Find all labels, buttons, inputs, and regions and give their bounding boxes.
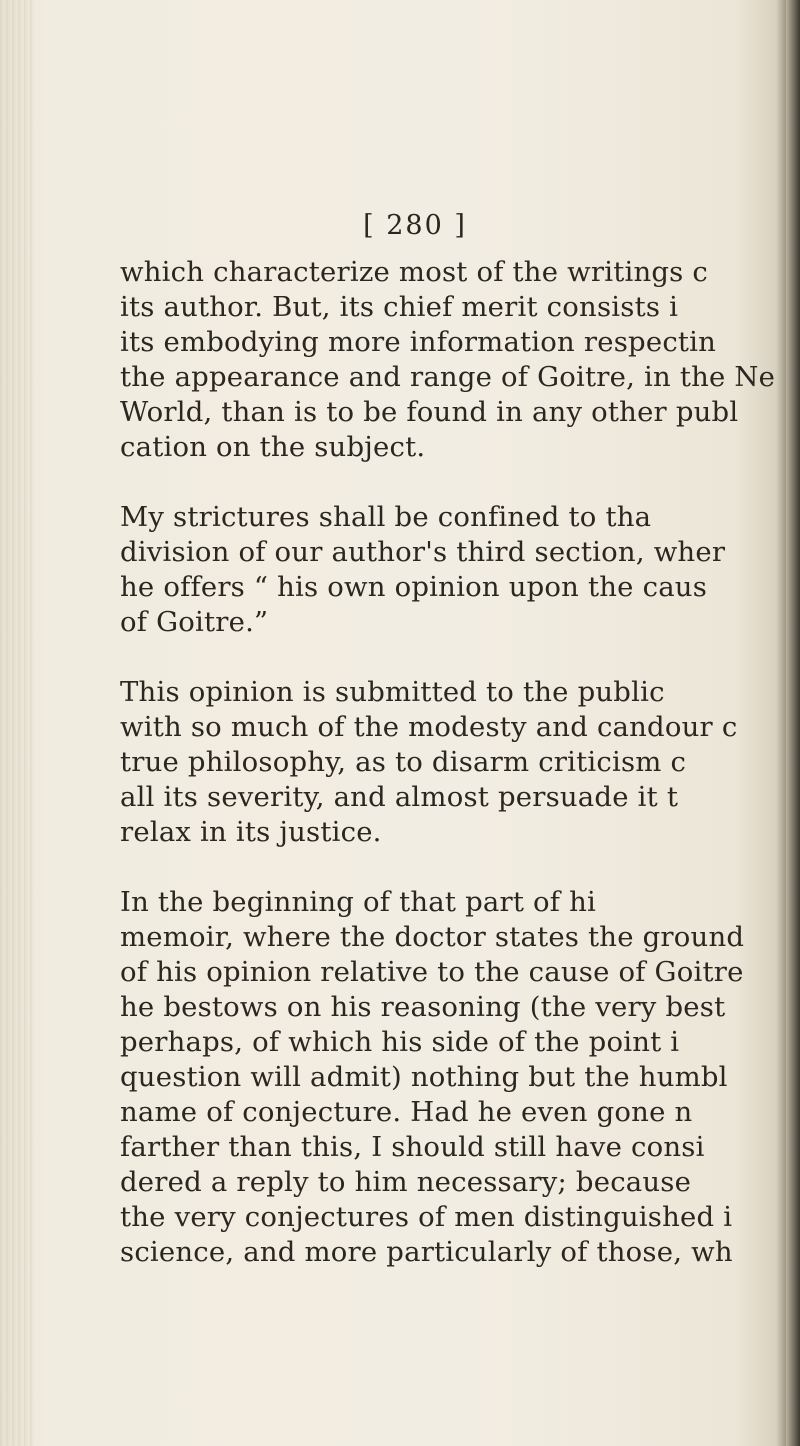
- text-line: name of conjecture. Had he even gone n: [120, 1096, 693, 1128]
- text-line: cation on the subject.: [120, 431, 426, 463]
- text-line: he bestows on his reasoning (the very best: [120, 991, 726, 1023]
- text-line: farther than this, I should still have consi: [120, 1131, 705, 1163]
- text-line: World, than is to be found in any other publ: [120, 396, 739, 428]
- text-line: division of our author's third section, wher: [120, 536, 726, 568]
- text-line: the appearance and range of Goitre, in the Ne: [120, 361, 776, 393]
- text-line: science, and more particularly of those, wh: [120, 1236, 733, 1268]
- page-number: [ 280 ]: [363, 210, 467, 241]
- paragraph-1: [120, 255, 776, 465]
- text-line: its embodying more information respectin: [120, 326, 717, 358]
- text-line: its author. But, its chief merit consists i: [120, 291, 679, 323]
- text-line: question will admit) nothing but the humbl: [120, 1061, 728, 1093]
- text-line: true philosophy, as to disarm criticism c: [120, 746, 687, 778]
- text-line: the very conjectures of men distinguished i: [120, 1201, 733, 1233]
- text-line: he offers “ his own opinion upon the caus: [120, 571, 708, 603]
- text-line: My strictures shall be confined to tha: [120, 501, 652, 533]
- paragraph-2: [120, 500, 764, 640]
- text-line: of Goitre.”: [120, 606, 269, 638]
- text-line: dered a reply to him necessary; because: [120, 1166, 692, 1198]
- text-line: memoir, where the doctor states the ground: [120, 921, 745, 953]
- text-line: perhaps, of which his side of the point i: [120, 1026, 680, 1058]
- text-line: relax in its justice.: [120, 816, 382, 848]
- text-line: which characterize most of the writings c: [120, 256, 709, 288]
- paragraph-3: [120, 675, 764, 850]
- text-line: This opinion is submitted to the public: [120, 676, 665, 708]
- paragraph-4: [120, 885, 764, 1270]
- text-line: with so much of the modesty and candour c: [120, 711, 738, 743]
- text-line: all its severity, and almost persuade it t: [120, 781, 679, 813]
- text-line: In the beginning of that part of hi: [120, 886, 596, 918]
- body-text: [120, 255, 776, 1270]
- page-header: [0, 210, 800, 241]
- text-line: of his opinion relative to the cause of Goitre: [120, 956, 744, 988]
